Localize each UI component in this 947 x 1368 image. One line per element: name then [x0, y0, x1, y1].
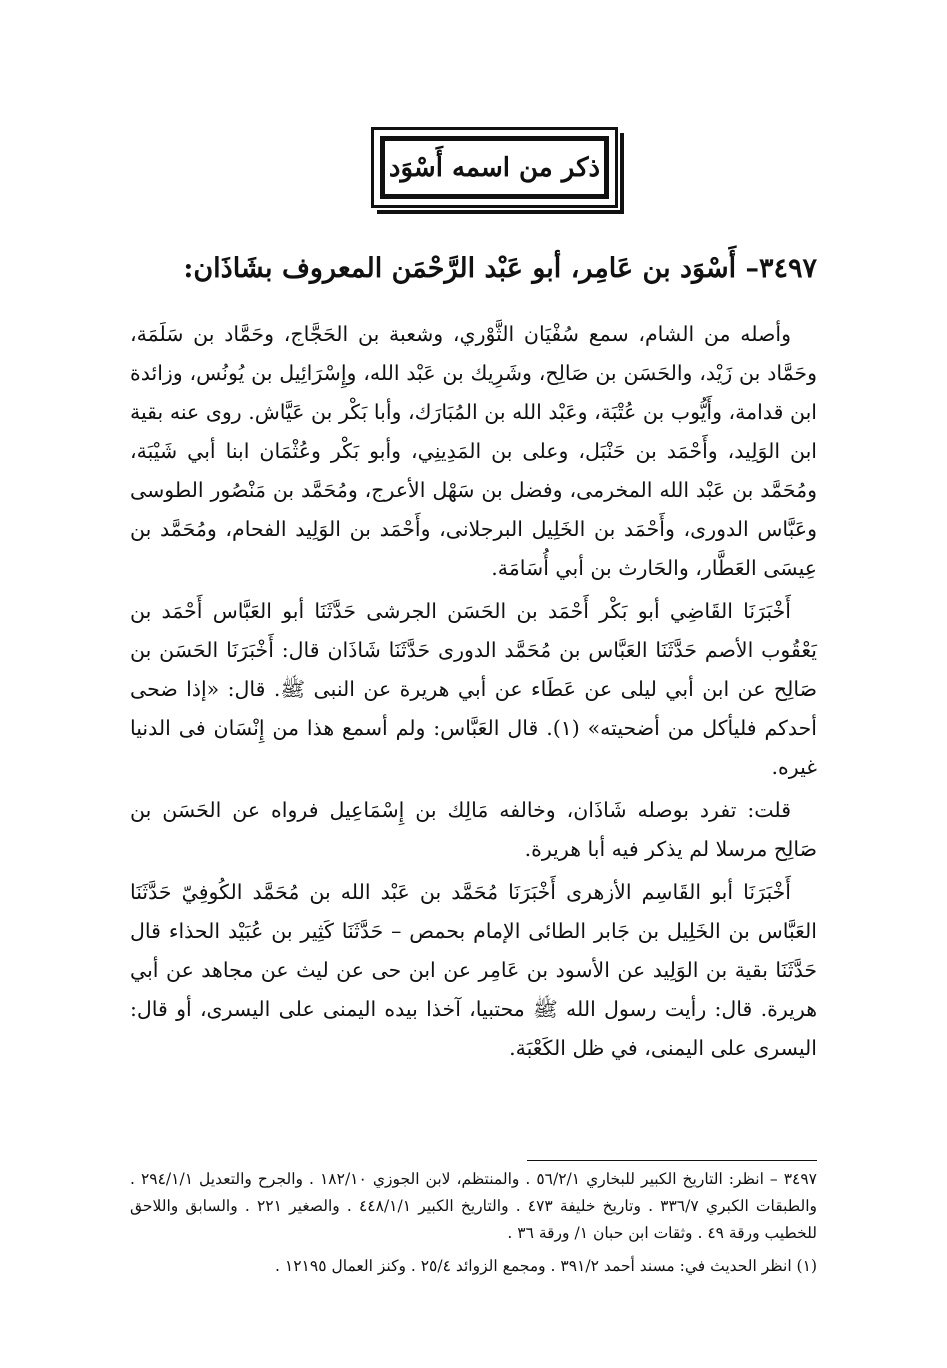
entry-heading — [130, 253, 817, 284]
footnotes — [130, 1166, 817, 1286]
footnote-divider — [527, 1160, 817, 1161]
paragraph-hadith-1: أَخْبَرَنَا القَاضِي أبو بَكْر أَحْمَد بن الحَسَن الجرشى حَدَّثَنَا أبو العَبَّاس أَحْمَد بن يَعْقُوب الأصم حَدَّثَنَا العَبَّاس بن مُحَمَّد الدورى حَدَّثَنَا شَاذَان قال: أَخْبَرَنَا الحَسَن بن صَالِح عن ابن أبي ليلى عن عَطَاء عن أبي هريرة عن النبى ﷺ. قال: «إذا ضحى أحدكم فليأكل من أضحيته» (١). قال العَبَّاس: ولم أسمع هذا من إِنْسَان فى الدنيا غيره. — [130, 599, 817, 779]
section-heading-inner-frame — [380, 136, 609, 199]
footnote-entry-sources: ٣٤٩٧ – انظر: التاريخ الكبير للبخاري ٥٦/٢/١ . والمنتظم، لابن الجوزي ١٨٢/١٠ . والجرح والتعديل ٢٩٤/١/١ . والطبقات الكبري ٣٣٦/٧ . وتاريخ خليفة ٤٧٣ . والتاريخ الكبير ٤٤٨/١/١ . والصغير ٢٢١ . والسابق واللاحق للخطيب ورقة ٤٩ . وثقات ابن حبان ١/ ورقة ٣٦ . — [130, 1170, 818, 1242]
body-text — [130, 315, 817, 1072]
footnote-1: (١) انظر الحديث في: مسند أحمد ٣٩١/٢ . ومجمع الزوائد ٢٥/٤ . وكنز العمال ١٢١٩٥ . — [275, 1257, 817, 1275]
paragraph-biography: وأصله من الشام، سمع سُفْيَان الثَّوْري، وشعبة بن الحَجَّاج، وحَمَّاد بن سَلَمَة، وحَمَّاد بن زَيْد، والحَسَن بن صَالِح، وشَرِيك بن عَبْد الله، وإِسْرَائِيل بن يُونُس، وزائدة ابن قدامة، وأَيُّوب بن عُتْبَة، وعَبْد الله بن المُبَارَك، وأبا بَكْر بن عَيَّاش. روى عنه بقية ابن الوَلِيد، وأَحْمَد بن حَنْبَل، وعلى بن المَدِينِي، وأبو بَكْر وعُثْمَان ابنا أبي شَيْبَة، ومُحَمَّد بن عَبْد الله المخرمى، وفضل بن سَهْل الأعرج، ومُحَمَّد بن مَنْصُور الطوسى وعَبَّاس الدورى، وأَحْمَد بن الخَلِيل البرجلانى، وأَحْمَد بن الوَلِيد الفحام، ومُحَمَّد بن عِيسَى العَطَّار، والحَارث بن أبي أُسَامَة. — [130, 322, 817, 580]
section-title: ذكر من اسمه أَسْوَد — [388, 152, 601, 183]
paragraph-note: قلت: تفرد بوصله شَاذَان، وخالفه مَالِك بن إِسْمَاعِيل فرواه عن الحَسَن بن صَالِح مرسلا لم يذكر فيه أبا هريرة. — [130, 798, 817, 861]
section-heading-frame — [371, 127, 618, 208]
paragraph-hadith-2: أَخْبَرَنَا أبو القَاسِم الأزهرى أَخْبَرَنَا مُحَمَّد بن عَبْد الله بن مُحَمَّد الكُوفِيّ حَدَّثَنَا العَبَّاس بن الخَلِيل بن جَابر الطائى الإمام بحمص – حَدَّثَنَا كَثِير بن عُبَيْد الحذاء قال حَدَّثَنَا بقية بن الوَلِيد عن الأسود بن عَامِر عن ابن حى عن ليث عن مجاهد عن أبي هريرة. قال: رأيت رسول الله ﷺ محتبيا، آخذا بيده اليمنى على اليسرى، أو قال: اليسرى على اليمنى، في ظل الكَعْبَة. — [130, 880, 817, 1060]
entry-heading-text: – أَسْوَد بن عَامِر، أبو عَبْد الرَّحْمَن المعروف بشَاذَان: — [183, 253, 759, 284]
entry-number: ٣٤٩٧ — [758, 253, 817, 284]
